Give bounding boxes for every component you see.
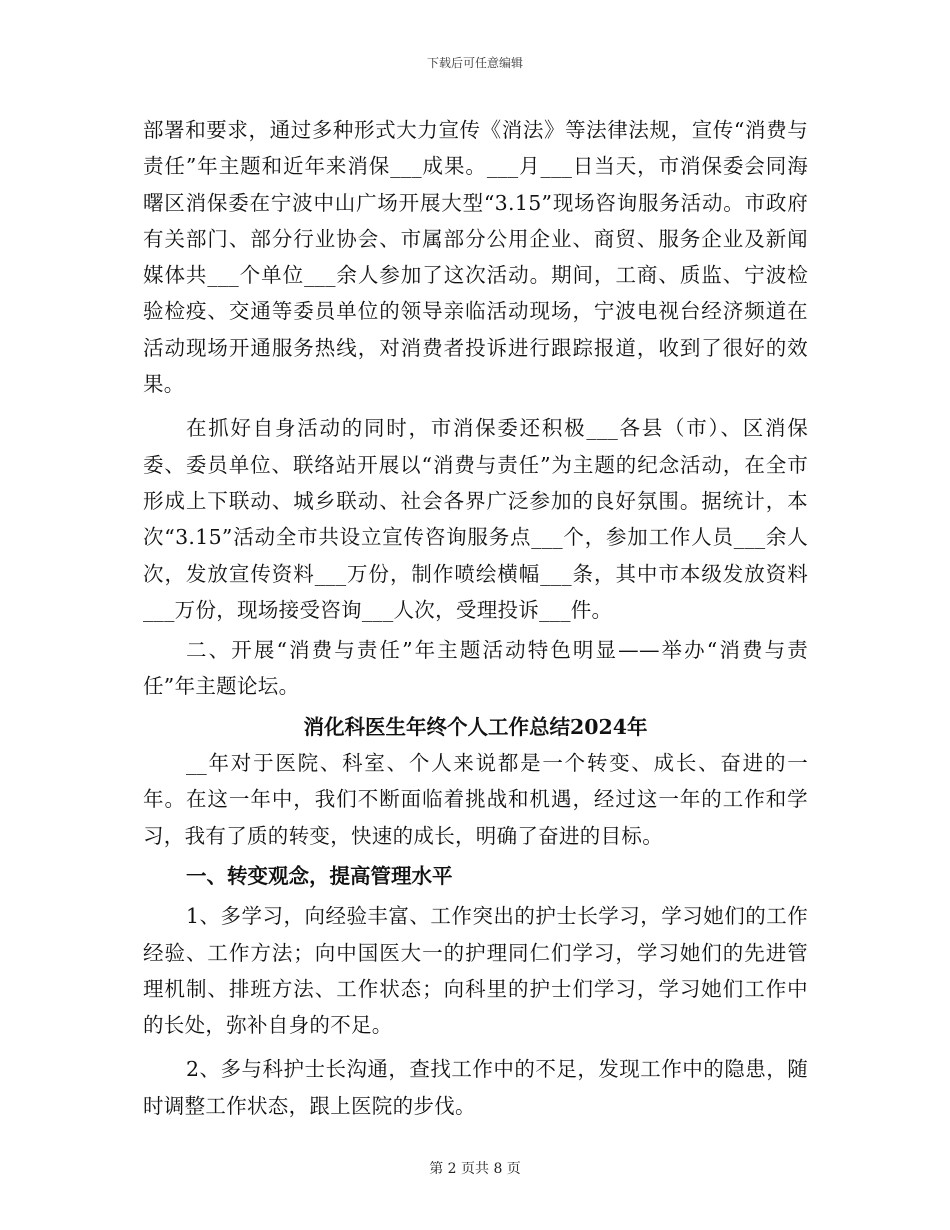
paragraph-6: 2、多与科护士长沟通，查找工作中的不足，发现工作中的隐患，随时调整工作状态，跟上医院的步伐。: [143, 1057, 808, 1118]
section-heading: 一、转变观念，提高管理水平: [186, 863, 453, 888]
paragraph-1: 部署和要求，通过多种形式大力宣传《消法》等法律法规，宣传“消费与责任”年主题和近年来消保___成果。___月___日当天，市消保委会同海曙区消保委在宁波中山广场开展大型“3.15”现场咨询服务活动。市政府有关部门、部分行业协会、市属部分公用企业、商贸、服务企业及新闻媒体共___个单位___余人参加了这次活动。期间，工商、质监、宁波检验检疫、交通等委员单位的领导亲临活动现场，宁波电视台经济频道在活动现场开通服务热线，对消费者投诉进行跟踪报道，收到了很好的效果。: [143, 118, 808, 397]
paragraph-4: __年对于医院、科室、个人来说都是一个转变、成长、奋进的一年。在这一年中，我们不断面临着挑战和机遇，经过这一年的工作和学习，我有了质的转变，快速的成长，明确了奋进的目标。: [143, 751, 808, 848]
document-title: 消化科医生年终个人工作总结2024年: [303, 714, 648, 739]
paragraph-2: 在抓好自身活动的同时，市消保委还积极___各县（市）、区消保委、委员单位、联络站开展以“消费与责任”为主题的纪念活动，在全市形成上下联动、城乡联动、社会各界广泛参加的良好氛围。据统计，本次“3.15”活动全市共设立宣传咨询服务点___个，参加工作人员___余人次，发放宣传资料___万份，制作喷绘横幅___条，其中市本级发放资料___万份，现场接受咨询___人次，受理投诉___件。: [143, 416, 808, 622]
paragraph-5: 1、多学习，向经验丰富、工作突出的护士长学习，学习她们的工作经验、工作方法；向中国医大一的护理同仁们学习，学习她们的先进管理机制、排班方法、工作状态；向科里的护士们学习，学习她们工作中的长处，弥补自身的不足。: [143, 904, 808, 1038]
page-footer: 第 2 页共 8 页: [429, 1161, 521, 1177]
document-body: [143, 112, 808, 1124]
paragraph-3: 二、开展“消费与责任”年主题活动特色明显——举办“消费与责任”年主题论坛。: [143, 638, 808, 699]
page-header: 下载后可任意编辑: [426, 56, 523, 70]
